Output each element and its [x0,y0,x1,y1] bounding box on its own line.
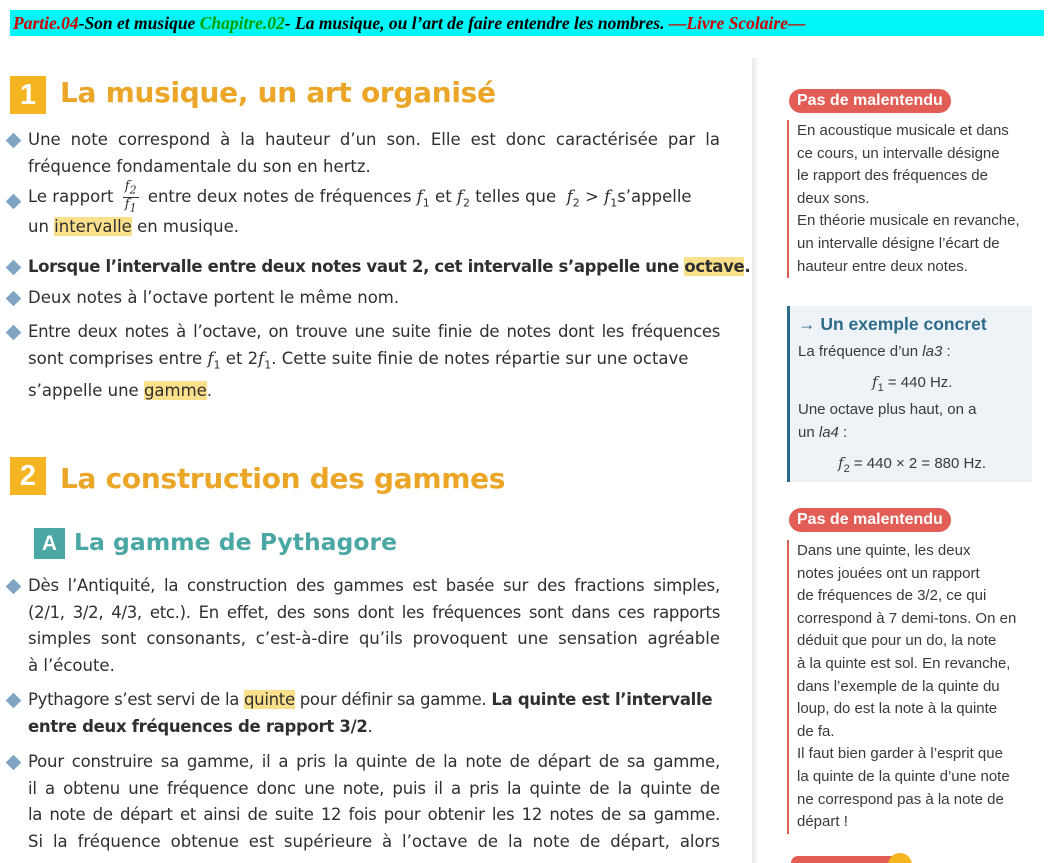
highlight-octave: octave [684,257,745,276]
page-header [10,10,1044,36]
bullet-diamond-icon [6,579,22,595]
bullet-diamond-icon [6,194,22,210]
bullet-diamond-icon [6,755,22,771]
fraction-f2-over-f1: $\frac{f_2}{f_1}$ [124,179,137,215]
highlight-intervalle: intervalle [54,217,132,236]
bullet-diamond-icon [6,325,22,341]
highlight-quinte: quinte [244,690,295,709]
subsection-letter: A [34,528,65,559]
paragraph-scale-construction: Pour construire sa gamme, il a pris la quinte de la note de départ de sa gamme, il a obtenu une fréquence donc une note, puis il a pris la quinte de la quinte de la note de départ et ainsi de suite 12 fois pour obtenir les 12 notes de sa gamme. Si la fréquence obtenue est supérieure à l’octave de la note de départ, alors [28,752,720,851]
equation-f1: $f_1 = 440$ Hz. [872,373,953,394]
book-label: —Livre Scolaire— [668,13,806,33]
paragraph-same-name: Deux notes à l’octave portent le même nom. [28,288,400,307]
next-dot-partial [888,853,912,863]
misunderstanding-badge: Pas de malentendu [789,89,951,113]
paragraph-fifth-definition: Pythagore s’est servi de la quinte pour définir sa gamme. La quinte est l’intervalle entre deux fréquences de rapport 3/2. [28,690,713,736]
bullet-diamond-icon [6,260,22,276]
example-box: → Un exemple concret La fréquence d’un la3 : $f_1 = 440$ Hz. Une octave plus haut, on a un la4 : $f_2 = 440 \times 2 = 880$ Hz. [787,306,1032,482]
paragraph-octave-definition: Lorsque l’intervalle entre deux notes vaut 2, cet intervalle s’appelle une octave. [28,257,751,276]
section-number: 2 [10,457,46,495]
bullet-diamond-icon [6,693,22,709]
chapter-label: Chapitre.02 [199,13,285,33]
sidebar-note-interval: En acoustique musicale et dans ce cours, un intervalle désigne le rapport des fréquences de deux sons. En théorie musicale en revanche, un intervalle désigne l’écart de hauteur entre deux notes. [787,120,1020,278]
section-title: La construction des gammes [60,462,506,495]
paragraph-scale-definition: Entre deux notes à l’octave, on trouve une suite finie de notes dont les fréquences sont comprises entre $f_1$ et $2f_1$. Cette suite finie de notes répartie sur une octave s’appelle une gamme. [28,322,720,401]
bullet-diamond-icon [6,133,22,149]
paragraph-note-definition: Une note correspond à la hauteur d’un son. Elle est donc caractérisée par la fréquence fondamentale du son en hertz. [28,130,720,176]
part-title: -Son et musique [78,13,200,33]
bullet-diamond-icon [6,291,22,307]
paragraph-interval-ratio: Le rapport $\frac{f_2}{f_1}$ entre deux notes de fréquences $f_1$ et $f_2$ telles que $f_2$ > $f_1s’appelle$ un intervalle en musique. [28,179,692,236]
section-number: 1 [10,76,46,114]
paragraph-antiquity: Dès l’Antiquité, la construction des gammes est basée sur des fractions simples, (2/1, 3/2, 4/3, etc.). En effet, des sons dont les fréquences sont dans ces rapports simples sont consonants, c’est-à-dire qu’ils provoquent une sensation agréable à l’écoute. [28,576,720,675]
part-label: Partie.04 [13,13,79,33]
chapter-title: - La musique, ou l’art de faire entendre les nombres. [284,13,669,33]
subsection-title: La gamme de Pythagore [74,528,398,556]
example-title: → Un exemple concret [798,314,987,334]
highlight-gamme: gamme [143,381,207,401]
misunderstanding-badge: Pas de malentendu [789,508,951,532]
section-title: La musique, un art organisé [60,76,496,109]
column-divider [752,58,760,863]
sidebar-note-fifth: Dans une quinte, les deux notes jouées ont un rapport de fréquences de 3/2, ce qui correspond à 7 demi-tons. On en déduit que pour un do, la note à la quinte est sol. En revanche, dans l’exemple de la quinte du loup, do est la note à la quinte de fa. Il faut bien garder à l’esprit que la quinte de la quinte d’une note ne correspond pas à la note de départ ! [787,540,1016,834]
equation-f2: $f_2 = 440 \times 2 = 880$ Hz. [838,454,987,475]
